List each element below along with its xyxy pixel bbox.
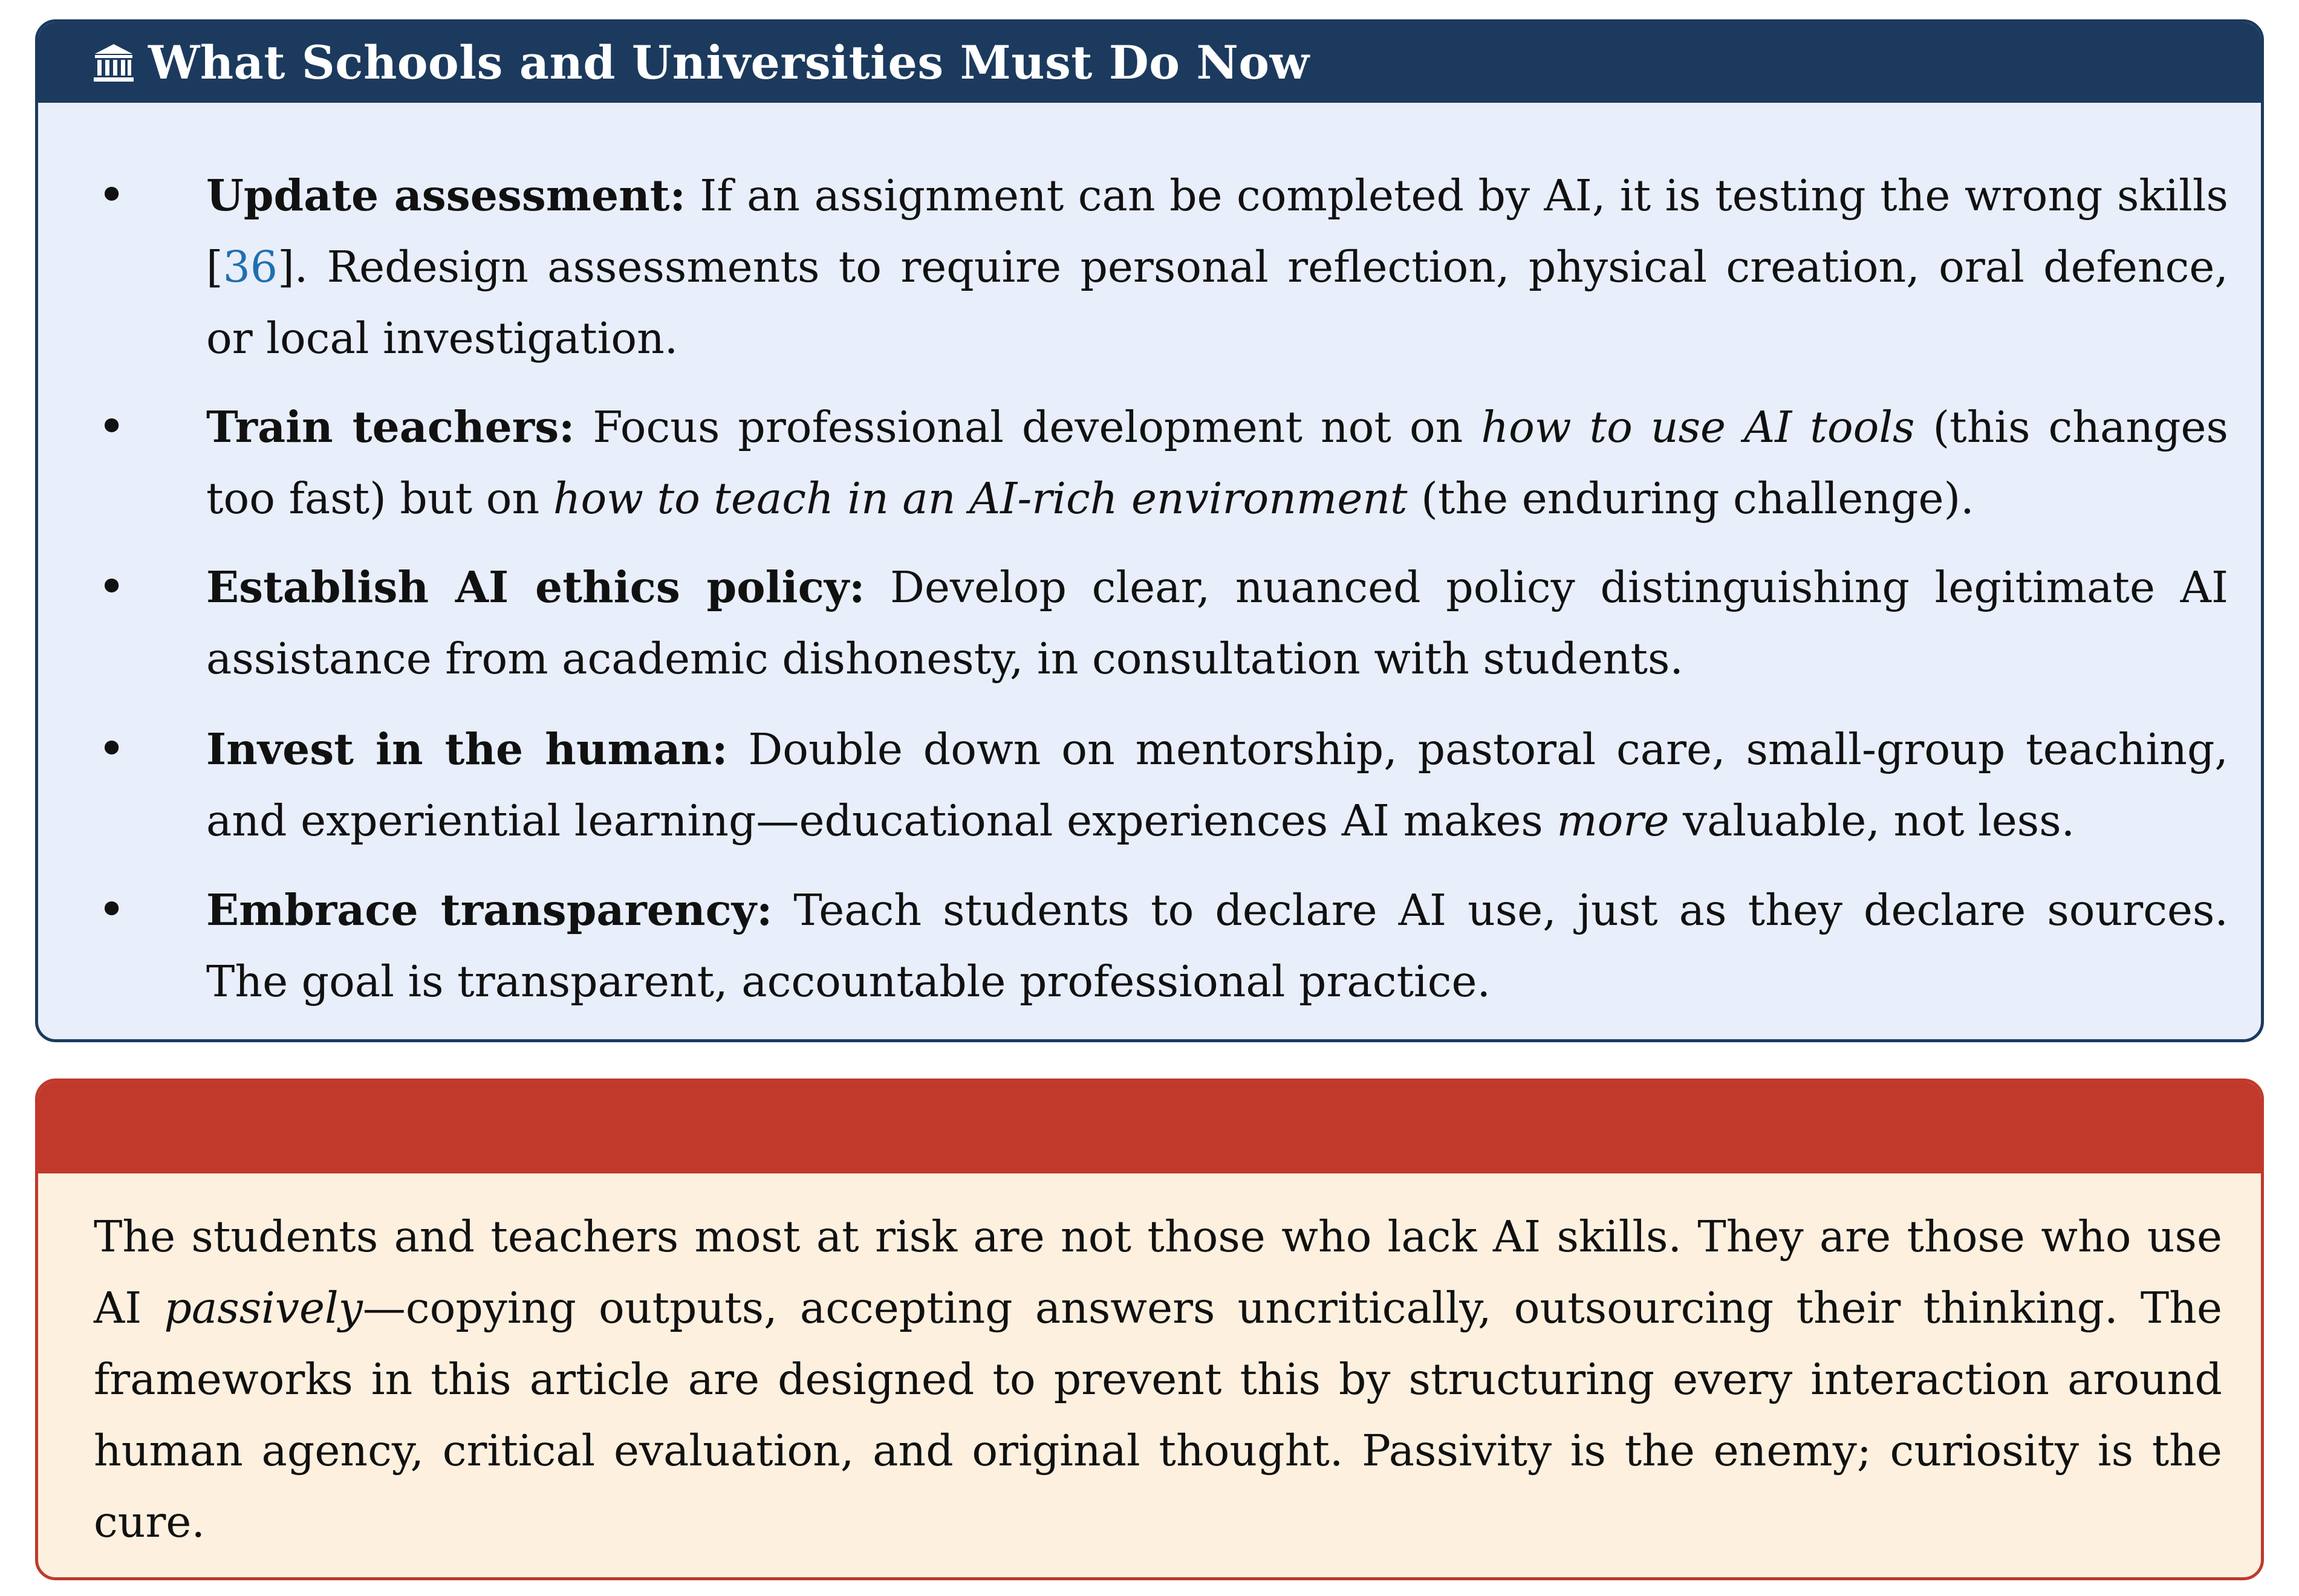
bullet-icon: •	[97, 559, 126, 615]
paragraph-emphasis: passively	[164, 1283, 363, 1333]
item-emphasis: how to use AI tools	[1481, 402, 1915, 452]
item-body: Teach students to declare AI use, just as they declare sources. The goal is transparent, accountable professional practice.	[206, 885, 2229, 1007]
item-body: (the enduring challenge).	[1407, 473, 1974, 524]
item-label: Invest in the human:	[206, 724, 728, 774]
item-body: Focus professional development not on	[574, 402, 1481, 452]
recommendations-box	[35, 19, 2264, 1042]
building-columns-icon	[93, 42, 135, 84]
bullet-icon: •	[97, 167, 126, 223]
item-body: If an assignment can be completed by AI, it is testing the wrong skills [	[206, 170, 2228, 292]
paragraph-body: —copying outputs, accepting answers uncritically, outsourcing their thinking. The frameworks in this article are designed to prevent this by structuring every interaction around human agency, critical evaluation, and original thought. Passivity is the enemy; curiosity is the cure.	[94, 1283, 2222, 1547]
item-emphasis: how to teach in an AI-rich environment	[553, 473, 1408, 524]
bullet-icon: •	[97, 881, 126, 938]
item-text	[206, 391, 2228, 534]
bullet-icon: •	[97, 398, 126, 455]
bullet-icon: •	[97, 721, 126, 777]
paragraph-body: The students and teachers most at risk are not those who lack AI skills. They are those who use AI	[94, 1212, 2222, 1333]
recommendations-header	[38, 22, 2261, 103]
recommendations-title: What Schools and Universities Must Do Now	[148, 36, 1310, 89]
item-body: (this changes too fast) but on	[206, 402, 2228, 524]
item-label: Train teachers:	[206, 401, 575, 452]
warning-box	[35, 1079, 2264, 1580]
item-text	[206, 874, 2228, 1017]
item-text	[206, 713, 2228, 857]
item-label: Update assessment:	[206, 170, 686, 221]
citation-link[interactable]: 36	[223, 242, 278, 292]
warning-header	[38, 1082, 2261, 1173]
item-text	[206, 551, 2228, 695]
item-body: valuable, not less.	[1669, 796, 2075, 846]
item-body: Develop clear, nuanced policy distinguishing legitimate AI assistance from academic dishonesty, in consultation with students.	[206, 562, 2228, 684]
warning-paragraph	[94, 1201, 2222, 1558]
item-label: Establish AI ethics policy:	[206, 562, 865, 612]
item-body: ]. Redesign assessments to require personal reflection, physical creation, oral defence, or local investigation.	[206, 242, 2228, 363]
item-emphasis: more	[1556, 796, 1670, 846]
item-body: Double down on mentorship, pastoral care, small-group teaching, and experiential learning—educational experiences AI makes	[206, 724, 2228, 846]
item-text	[206, 160, 2228, 374]
item-label: Embrace transparency:	[206, 884, 773, 935]
